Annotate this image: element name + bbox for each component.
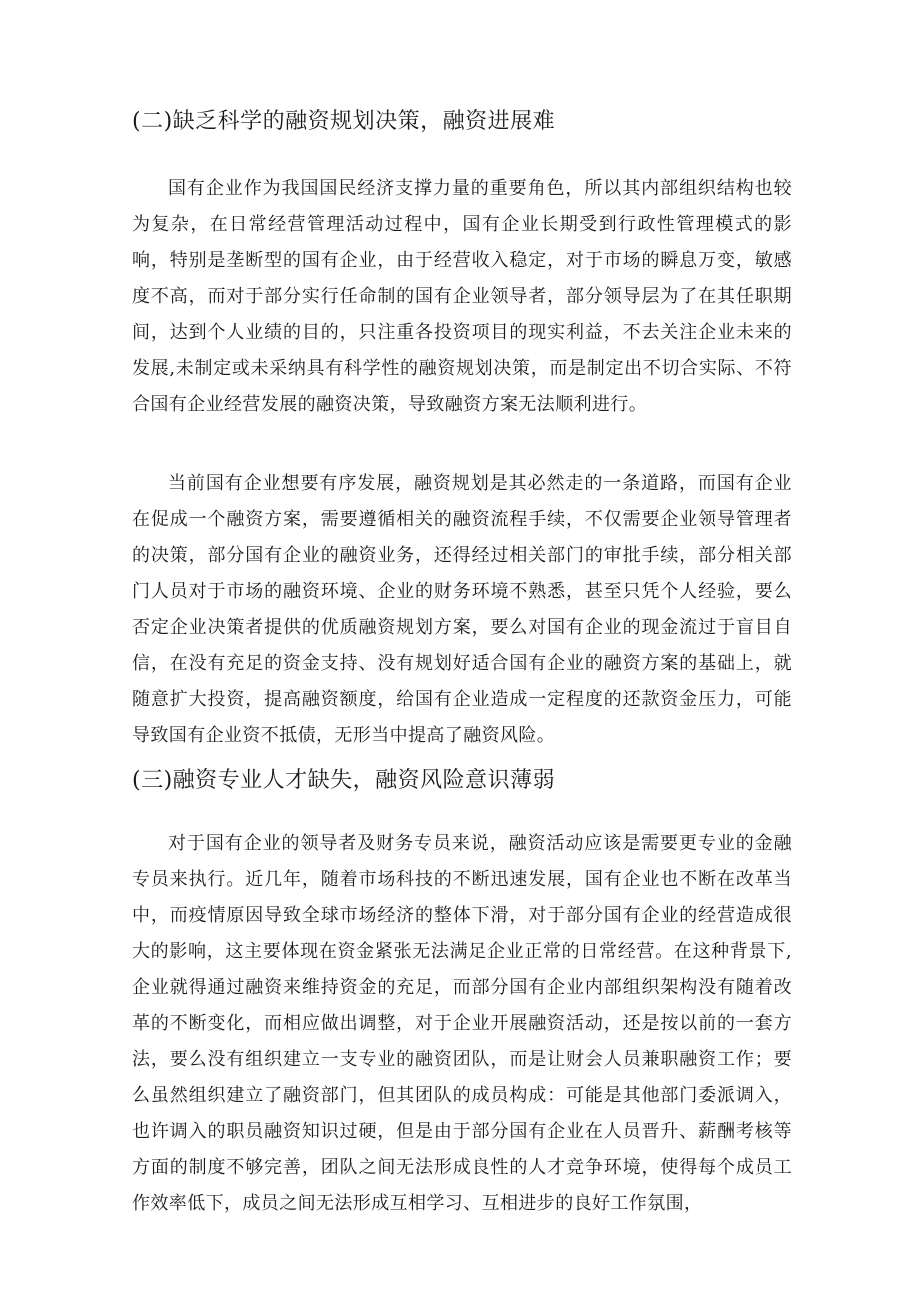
paragraph-3: 对于国有企业的领导者及财务专员来说，融资活动应该是需要更专业的金融专员来执行。近几年，随着市场科技的不断迅速发展，国有企业也不断在改革当中，而疫情原因导致全球市场经济的整体下滑，对于部分国有企业的经营造成很大的影响，这主要体现在资金紧张无法满足企业正常的日常经营。在这种背景下,企业就得通过融资来维持资金的充足，而部分国有企业内部组织架构没有随着改革的不断变化，而相应做出调整，对于企业开展融资活动，还是按以前的一套方法，要么没有组织建立一支专业的融资团队，而是让财会人员兼职融资工作；要么虽然组织建立了融资部门，但其团队的成员构成：可能是其他部门委派调入，也许调入的职员融资知识过硬，但是由于部分国有企业在人员晋升、薪酬考核等方面的制度不够完善，团队之间无法形成良性的人才竞争环境，使得每个成员工作效率低下，成员之间无法形成互相学习、互相进步的良好工作氛围，	[132, 833, 792, 1214]
paragraph-2: 当前国有企业想要有序发展，融资规划是其必然走的一条道路，而国有企业在促成一个融资方案，需要遵循相关的融资流程手续，不仅需要企业领导管理者的决策，部分国有企业的融资业务，还得经过相关部门的审批手续，部分相关部门人员对于市场的融资环境、企业的财务环境不熟悉，甚至只凭个人经验，要么否定企业决策者提供的优质融资规划方案，要么对国有企业的现金流过于盲目自信，在没有充足的资金支持、没有规划好适合国有企业的融资方案的基础上，就随意扩大投资，提高融资额度，给国有企业造成一定程度的还款资金压力，可能导致国有企业资不抵债，无形当中提高了融资风险。	[132, 473, 792, 746]
section-heading-2: (二)缺乏科学的融资规划决策，融资进展难	[132, 109, 556, 134]
section-heading-3: (三)融资专业人才缺失，融资风险意识薄弱	[132, 768, 556, 793]
paragraph-1: 国有企业作为我国国民经济支撑力量的重要角色，所以其内部组织结构也较为复杂，在日常经营管理活动过程中，国有企业长期受到行政性管理模式的影响，特别是垄断型的国有企业，由于经营收入稳定，对于市场的瞬息万变，敏感度不高，而对于部分实行任命制的国有企业领导者，部分领导层为了在其任职期间，达到个人业绩的目的，只注重各投资项目的现实利益，不去关注企业未来的发展,未制定或未采纳具有科学性的融资规划决策，而是制定出不切合实际、不符合国有企业经营发展的融资决策，导致融资方案无法顺利进行。	[132, 178, 792, 415]
